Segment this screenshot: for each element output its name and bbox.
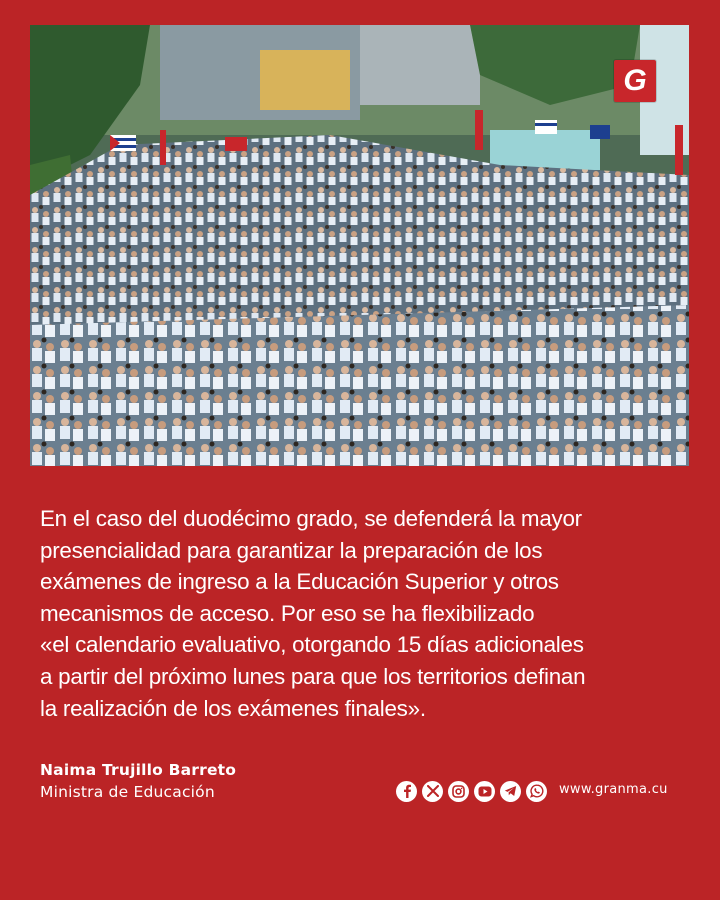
quote-line: En el caso del duodécimo grado, se defenderá la mayor — [40, 506, 582, 531]
x-icon[interactable] — [422, 781, 443, 802]
quote-line: mecanismos de acceso. Por eso se ha flexibilizado — [40, 600, 535, 626]
quote-line: «el calendario evaluativo, otorgando 15 días adicionales — [40, 632, 584, 658]
author-role: Ministra de Educación — [40, 783, 215, 801]
quote-line: exámenes de ingreso a la Educación Superior y otros — [40, 569, 559, 595]
crowd-photo — [30, 25, 689, 466]
instagram-icon[interactable] — [448, 781, 469, 802]
youtube-icon[interactable] — [474, 781, 495, 802]
website-link[interactable]: www.granma.cu — [559, 782, 668, 797]
quote-line: a partir del próximo lunes para que los territorios definan — [40, 663, 586, 689]
quote-line: presencialidad para garantizar la preparación de los — [40, 537, 543, 563]
granma-logo — [614, 60, 656, 102]
telegram-icon[interactable] — [500, 781, 521, 802]
quote-text — [40, 503, 680, 724]
whatsapp-icon[interactable] — [526, 781, 547, 802]
quote-line: la realización de los exámenes finales». — [40, 695, 426, 721]
author-name: Naima Trujillo Barreto — [40, 761, 237, 779]
facebook-icon[interactable] — [396, 781, 417, 802]
social-icons — [396, 780, 547, 802]
logo-letter: G — [623, 64, 647, 97]
crowd-photo-icon — [30, 25, 689, 466]
